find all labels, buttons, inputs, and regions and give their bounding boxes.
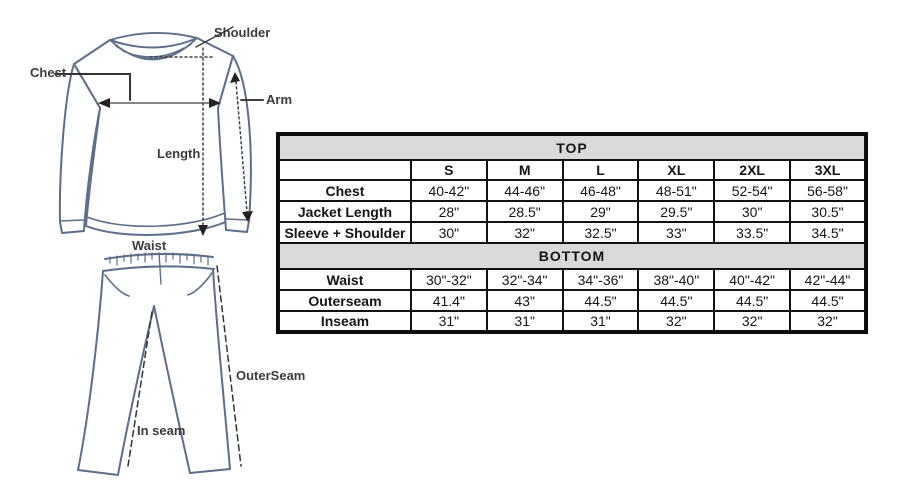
sleeve-shoulder-value-xl: 33" xyxy=(638,222,714,243)
size-chart-table xyxy=(276,132,868,334)
waist-value-3xl: 42"-44" xyxy=(790,269,866,290)
bottom-section-title: BOTTOM xyxy=(278,243,866,269)
jacket-length-value-3xl: 30.5" xyxy=(790,201,866,222)
size-header-l: L xyxy=(563,160,639,180)
inseam-row xyxy=(278,311,866,332)
waist-value-s: 30"-32" xyxy=(411,269,487,290)
chest-value-xl: 48-51" xyxy=(638,180,714,201)
size-header-m: M xyxy=(487,160,563,180)
garment-diagram xyxy=(0,0,320,500)
sleeve-shoulder-value-s: 30" xyxy=(411,222,487,243)
chest-value-l: 46-48" xyxy=(563,180,639,201)
sleeve-shoulder-value-3xl: 34.5" xyxy=(790,222,866,243)
shirt-right-cuff-line xyxy=(226,219,249,220)
jacket-length-row-label: Jacket Length xyxy=(278,201,411,222)
shoulder-label: Shoulder xyxy=(214,25,271,40)
jacket-length-value-l: 29" xyxy=(563,201,639,222)
shirt-body xyxy=(74,38,233,235)
inseam-value-3xl: 32" xyxy=(790,311,866,332)
waist-value-m: 32"-34" xyxy=(487,269,563,290)
chest-value-2xl: 52-54" xyxy=(714,180,790,201)
inseam-value-s: 31" xyxy=(411,311,487,332)
sleeve-shoulder-value-l: 32.5" xyxy=(563,222,639,243)
outerseam-value-s: 41.4" xyxy=(411,290,487,311)
sleeve-shoulder-value-m: 32" xyxy=(487,222,563,243)
sleeve-shoulder-row-label: Sleeve + Shoulder xyxy=(278,222,411,243)
sleeve-shoulder-row xyxy=(278,222,866,243)
waist-value-2xl: 40"-42" xyxy=(714,269,790,290)
outerseam-label: OuterSeam xyxy=(236,368,306,383)
jacket-length-value-s: 28" xyxy=(411,201,487,222)
shirt-collar xyxy=(110,33,197,40)
jacket-length-value-m: 28.5" xyxy=(487,201,563,222)
outerseam-value-m: 43" xyxy=(487,290,563,311)
inseam-row-label: Inseam xyxy=(278,311,411,332)
outerseam-value-xl: 44.5" xyxy=(638,290,714,311)
pants-outline xyxy=(78,269,230,475)
inseam-value-m: 31" xyxy=(487,311,563,332)
chest-value-s: 40-42" xyxy=(411,180,487,201)
size-header-empty-cell xyxy=(278,160,411,180)
outerseam-row-label: Outerseam xyxy=(278,290,411,311)
waist-value-xl: 38"-40" xyxy=(638,269,714,290)
inseam-label: In seam xyxy=(137,423,186,438)
chest-value-3xl: 56-58" xyxy=(790,180,866,201)
waist-row-label: Waist xyxy=(278,269,411,290)
bottom-section-header-row xyxy=(278,243,866,269)
size-header-s: S xyxy=(411,160,487,180)
jacket-length-value-2xl: 30" xyxy=(714,201,790,222)
waist-value-l: 34"-36" xyxy=(563,269,639,290)
size-header-2xl: 2XL xyxy=(714,160,790,180)
length-label: Length xyxy=(157,146,201,161)
arm-label: Arm xyxy=(266,92,293,107)
size-header-row xyxy=(278,160,866,180)
outerseam-value-l: 44.5" xyxy=(563,290,639,311)
chest-label: Chest xyxy=(30,65,67,80)
waist-row xyxy=(278,269,866,290)
jacket-length-row xyxy=(278,201,866,222)
top-section-header-row xyxy=(278,134,866,160)
chest-value-m: 44-46" xyxy=(487,180,563,201)
inseam-value-xl: 32" xyxy=(638,311,714,332)
shirt-left-cuff-line xyxy=(60,220,84,221)
inseam-value-l: 31" xyxy=(563,311,639,332)
chest-row xyxy=(278,180,866,201)
outerseam-value-3xl: 44.5" xyxy=(790,290,866,311)
jacket-length-value-xl: 29.5" xyxy=(638,201,714,222)
top-section-title: TOP xyxy=(278,134,866,160)
chest-row-label: Chest xyxy=(278,180,411,201)
size-header-3xl: 3XL xyxy=(790,160,866,180)
outerseam-row xyxy=(278,290,866,311)
inseam-value-2xl: 32" xyxy=(714,311,790,332)
sleeve-shoulder-value-2xl: 33.5" xyxy=(714,222,790,243)
outerseam-value-2xl: 44.5" xyxy=(714,290,790,311)
size-header-xl: XL xyxy=(638,160,714,180)
waist-label: Waist xyxy=(132,238,167,253)
